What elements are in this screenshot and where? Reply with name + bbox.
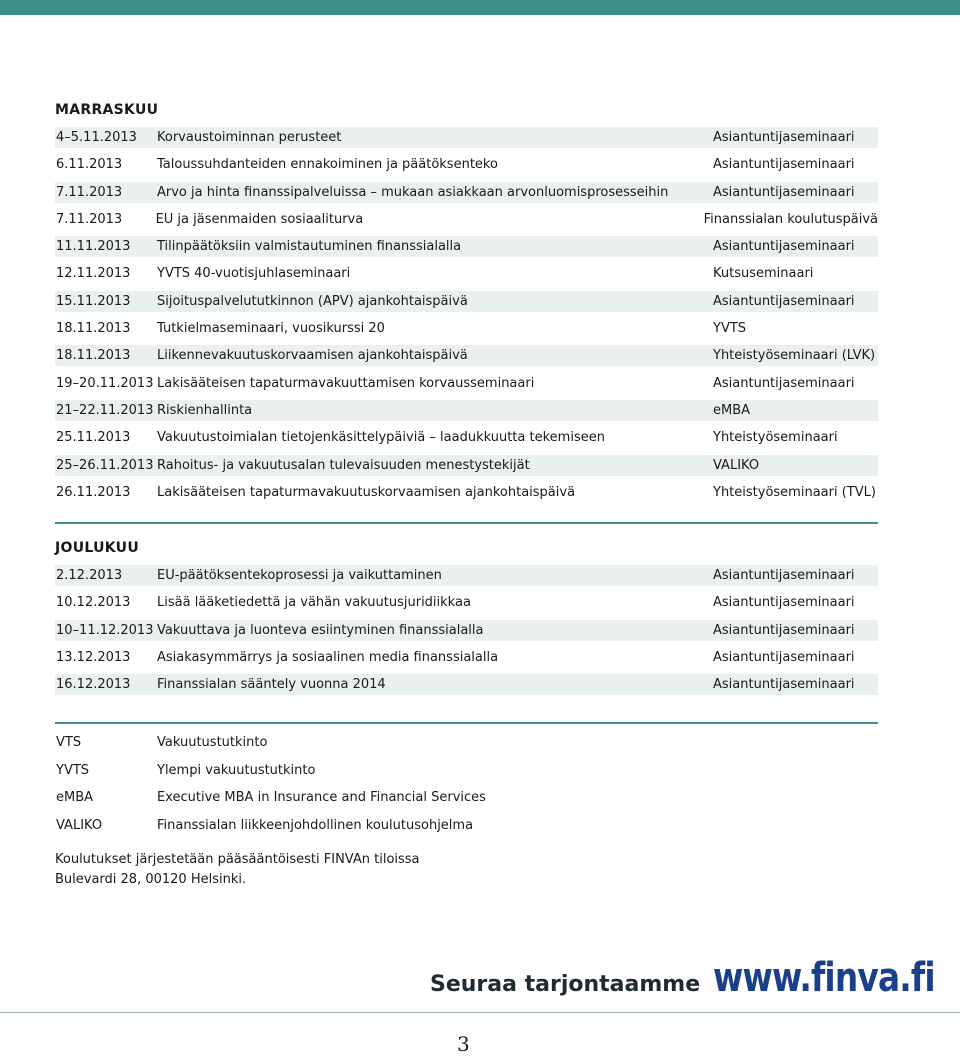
event-title: YVTS 40-vuotisjuhlaseminaari — [157, 266, 351, 282]
section-marraskuu — [55, 99, 878, 509]
event-title: Sijoituspalvelututkinnon (APV) ajankohtaispäivä — [157, 293, 468, 309]
event-title: Arvo ja hinta finanssipalveluissa – mukaan asiakkaan arvonluomisprosesseihin — [157, 184, 669, 200]
event-title: Riskienhallinta — [157, 402, 253, 418]
event-row — [55, 209, 878, 230]
event-row — [55, 647, 878, 668]
abbreviation-row — [55, 733, 878, 753]
event-list-joulukuu — [55, 565, 878, 695]
top-accent-bar — [0, 0, 960, 15]
event-row — [55, 620, 878, 641]
event-date: 25.11.2013 — [56, 430, 131, 446]
event-row — [55, 236, 878, 257]
event-type: Kutsuseminaari — [713, 266, 814, 282]
event-title: Asiakasymmärrys ja sosiaalinen media finanssialalla — [157, 649, 499, 665]
event-date: 10–11.12.2013 — [56, 622, 154, 638]
location-address: Bulevardi 28, 00120 Helsinki. — [55, 872, 247, 887]
event-title: Lisää lääketiedettä ja vähän vakuutusjuridiikkaa — [157, 595, 471, 611]
abbreviation-value: Vakuutustutkinto — [157, 735, 268, 750]
event-row — [55, 318, 878, 339]
event-type: YVTS — [713, 321, 747, 337]
event-type: Yhteistyöseminaari — [713, 430, 838, 446]
event-type: Asiantuntijaseminaari — [713, 157, 855, 173]
event-date: 21–22.11.2013 — [56, 402, 154, 418]
section-joulukuu — [55, 537, 878, 701]
abbreviation-key: YVTS — [56, 762, 90, 778]
event-row — [55, 182, 878, 203]
event-type: VALIKO — [713, 457, 760, 473]
event-date: 15.11.2013 — [56, 293, 131, 309]
event-title: Vakuuttava ja luonteva esiintyminen finanssialalla — [157, 622, 484, 638]
event-type: Asiantuntijaseminaari — [713, 130, 855, 145]
event-title: Korvaustoiminnan perusteet — [157, 130, 342, 145]
footer-divider — [0, 1012, 960, 1013]
event-row — [55, 154, 878, 175]
event-type: Asiantuntijaseminaari — [713, 293, 855, 309]
event-title: Liikennevakuutuskorvaamisen ajankohtaispäivä — [157, 348, 468, 364]
abbreviation-key: VTS — [56, 735, 82, 750]
event-type: Finanssialan koulutuspäivä — [703, 211, 878, 227]
abbreviation-row — [55, 788, 878, 808]
follow-banner — [430, 955, 960, 1001]
event-type: Asiantuntijaseminaari — [713, 622, 855, 638]
event-date: 11.11.2013 — [56, 239, 131, 255]
section-title-joulukuu: JOULUKUU — [55, 540, 140, 556]
section-title-marraskuu: MARRASKUU — [55, 102, 159, 118]
abbreviation-list — [55, 733, 878, 843]
page-number: 3 — [457, 1032, 470, 1056]
event-date: 6.11.2013 — [56, 157, 123, 173]
event-row — [55, 373, 878, 394]
event-type: Asiantuntijaseminaari — [713, 375, 855, 391]
event-date: 26.11.2013 — [56, 484, 131, 500]
event-type: eMBA — [713, 402, 751, 418]
event-title: EU ja jäsenmaiden sosiaaliturva — [155, 211, 364, 227]
event-type: Yhteistyöseminaari (TVL) — [713, 484, 876, 500]
event-title: Tilinpäätöksiin valmistautuminen finanssialalla — [157, 239, 462, 255]
event-title: Lakisääteisen tapaturmavakuutuskorvaamisen ajankohtaispäivä — [157, 484, 576, 500]
location-line: Koulutukset järjestetään pääsääntöisesti FINVAn tiloissa — [55, 852, 420, 867]
event-date: 19–20.11.2013 — [56, 375, 154, 391]
event-type: Yhteistyöseminaari (LVK) — [713, 348, 876, 364]
event-title: Finanssialan sääntely vuonna 2014 — [157, 677, 386, 693]
abbreviation-key: eMBA — [56, 790, 94, 805]
event-row — [55, 482, 878, 503]
event-type: Asiantuntijaseminaari — [713, 677, 855, 693]
event-row — [55, 291, 878, 312]
event-title: Taloussuhdanteiden ennakoiminen ja päätöksenteko — [157, 157, 498, 173]
event-date: 13.12.2013 — [56, 649, 131, 665]
event-list-marraskuu — [55, 127, 878, 503]
follow-text: Seuraa tarjontaamme — [430, 972, 701, 997]
event-row — [55, 345, 878, 366]
event-date: 16.12.2013 — [56, 677, 131, 693]
event-date: 7.11.2013 — [56, 211, 123, 227]
section-divider — [55, 722, 878, 724]
event-row — [55, 592, 878, 613]
event-row — [55, 427, 878, 448]
event-title: Rahoitus- ja vakuutusalan tulevaisuuden menestystekijät — [157, 457, 530, 473]
location-info — [55, 850, 420, 890]
event-date: 25–26.11.2013 — [56, 457, 154, 473]
section-divider — [55, 522, 878, 524]
event-title: EU-päätöksentekoprosessi ja vaikuttaminen — [157, 568, 442, 583]
event-date: 12.11.2013 — [56, 266, 131, 282]
abbreviation-value: Finanssialan liikkeenjohdollinen koulutusohjelma — [157, 817, 474, 833]
event-type: Asiantuntijaseminaari — [713, 595, 855, 611]
event-type: Asiantuntijaseminaari — [713, 184, 855, 200]
event-date: 2.12.2013 — [56, 568, 123, 583]
event-row — [55, 127, 878, 148]
abbreviation-value: Executive MBA in Insurance and Financial Services — [157, 790, 486, 805]
event-date: 7.11.2013 — [56, 184, 123, 200]
event-type: Asiantuntijaseminaari — [713, 568, 855, 583]
event-type: Asiantuntijaseminaari — [713, 649, 855, 665]
event-row — [55, 400, 878, 421]
event-title: Tutkielmaseminaari, vuosikurssi 20 — [157, 321, 385, 337]
event-date: 10.12.2013 — [56, 595, 131, 611]
abbreviation-key: VALIKO — [56, 817, 103, 833]
event-row — [55, 565, 878, 586]
event-date: 18.11.2013 — [56, 348, 131, 364]
event-row — [55, 455, 878, 476]
event-type: Asiantuntijaseminaari — [713, 239, 855, 255]
abbreviation-row — [55, 761, 878, 781]
event-title: Lakisääteisen tapaturmavakuuttamisen korvausseminaari — [157, 375, 535, 391]
abbreviation-row — [55, 816, 878, 836]
event-row — [55, 263, 878, 284]
event-row — [55, 674, 878, 695]
event-date: 4–5.11.2013 — [56, 130, 137, 145]
event-title: Vakuutustoimialan tietojenkäsittelypäiviä – laadukkuutta tekemiseen — [157, 430, 605, 446]
abbreviation-value: Ylempi vakuutustutkinto — [157, 762, 316, 778]
website-link[interactable]: www.finva.fi — [713, 955, 936, 1001]
event-date: 18.11.2013 — [56, 321, 131, 337]
